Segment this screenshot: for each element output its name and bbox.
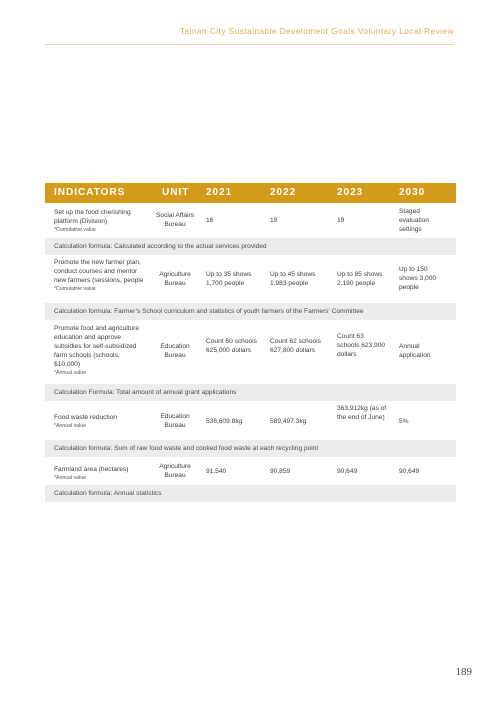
column-header-2021: 2021 bbox=[206, 187, 233, 198]
value-2022-cell: 90,859 bbox=[270, 468, 291, 475]
indicator-note: *Cumulative value bbox=[54, 286, 96, 292]
unit-cell: Social Affairs Bureau bbox=[156, 212, 194, 228]
indicator-text: Food waste reduction bbox=[54, 414, 118, 421]
table-row bbox=[45, 320, 456, 384]
column-header-2023: 2023 bbox=[337, 187, 364, 198]
column-header-2030: 2030 bbox=[399, 187, 426, 198]
value-2030-cell: Up to 150 shows 3,000 people bbox=[399, 266, 437, 291]
indicator-text: Promote the new farmer plan, conduct courses and mentor new farmers (sessions, people bbox=[54, 259, 144, 284]
unit-cell: Agriculture Bureau bbox=[159, 271, 191, 287]
formula-text: Calculation formula: Annual statistics bbox=[54, 490, 162, 497]
formula-text: Calculation formula: Farmer’s School curriculum and statistics of youth farmers of the Farmers’ Committee bbox=[54, 308, 364, 315]
table-header bbox=[45, 183, 456, 203]
header-divider bbox=[45, 44, 454, 45]
indicator-cell bbox=[54, 258, 146, 293]
indicator-cell bbox=[54, 324, 144, 377]
formula-text: Calculation Formula: Total amount of annual grant applications bbox=[54, 389, 237, 396]
indicator-cell bbox=[54, 413, 146, 430]
value-2023-cell: Count 63 schools 623,900 dollars bbox=[337, 333, 386, 358]
indicator-note: *Annual value bbox=[54, 475, 87, 481]
column-header-unit: UNIT bbox=[162, 187, 190, 198]
value-2022-cell: 589,497.3kg bbox=[270, 418, 307, 425]
value-2022-cell: Up to 45 shows 1,983 people bbox=[270, 271, 316, 287]
indicators-table bbox=[45, 183, 456, 502]
value-2030-cell: Annual application bbox=[399, 343, 431, 359]
indicator-text: Promote food and agriculture education and approve subsidies for self-subsidized farm schools (schools, $10,000) bbox=[54, 325, 140, 368]
unit-cell: Education Bureau bbox=[160, 413, 190, 429]
indicator-cell bbox=[54, 208, 149, 234]
value-2023-cell: 90,649 bbox=[337, 468, 358, 475]
table-row bbox=[45, 401, 456, 440]
value-2023-cell: 19 bbox=[337, 217, 345, 224]
value-2021-cell: Count 60 schools 625,000 dollars bbox=[206, 338, 257, 354]
table-row bbox=[45, 457, 456, 485]
value-2030-cell: Staged evaluation settings bbox=[399, 208, 430, 233]
formula-row bbox=[45, 384, 456, 401]
formula-text: Calculation formula: Sum of raw food waste and cooked food waste at each recycling point bbox=[54, 445, 319, 452]
value-2021-cell: 536,609.8kg bbox=[206, 418, 243, 425]
column-header-indicators: INDICATORS bbox=[54, 187, 126, 198]
value-2021-cell: 91,540 bbox=[206, 468, 227, 475]
formula-row bbox=[45, 485, 456, 502]
indicator-note: *Annual value bbox=[54, 370, 87, 376]
unit-cell: Agriculture Bureau bbox=[159, 463, 191, 479]
formula-text: Calculation formula: Calculated according to the actual services provided bbox=[54, 243, 267, 250]
indicator-text: Farmland area (hectares) bbox=[54, 466, 129, 473]
formula-row bbox=[45, 303, 456, 320]
indicator-note: *Annual value bbox=[54, 423, 87, 429]
header-title: Tainan City Sustainable Develoment Goals Voluntary Local Review bbox=[179, 27, 454, 36]
indicator-note: *Cumulative value bbox=[54, 227, 96, 233]
value-2030-cell: 90,649 bbox=[399, 468, 420, 475]
value-2023-cell: Up to 85 shows 2,190 people bbox=[337, 271, 383, 287]
table-row bbox=[45, 255, 456, 303]
table-row bbox=[45, 203, 456, 238]
formula-row bbox=[45, 238, 456, 255]
value-2021-cell: 16 bbox=[206, 217, 214, 224]
formula-row bbox=[45, 440, 456, 457]
column-header-2022: 2022 bbox=[270, 187, 297, 198]
value-2022-cell: 19 bbox=[270, 217, 278, 224]
indicator-text: Set up the food cherishing platform (Division) bbox=[54, 209, 131, 225]
value-2021-cell: Up to 35 shows 1,700 people bbox=[206, 271, 252, 287]
value-2023-cell: 363,912kg (as of the end of June) bbox=[337, 405, 387, 421]
page-number: 189 bbox=[455, 666, 472, 678]
unit-cell: Education Bureau bbox=[160, 343, 190, 359]
value-2022-cell: Count 62 schools 627,800 dollars bbox=[270, 338, 321, 354]
value-2030-cell: 5% bbox=[399, 418, 409, 425]
indicator-cell bbox=[54, 465, 146, 482]
